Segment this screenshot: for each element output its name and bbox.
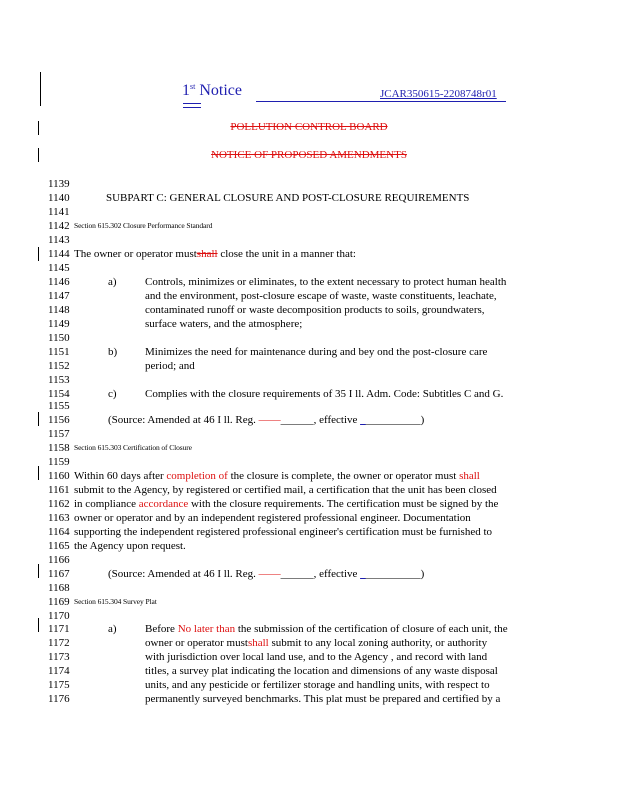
blank-line: __________) <box>365 568 425 580</box>
doc-line <box>0 331 618 345</box>
line-number: 1162 <box>48 498 70 510</box>
body-text: contaminated runoff or waste decomposition products to soils, groundwaters, <box>145 304 485 316</box>
line-number: 1140 <box>48 192 70 204</box>
line-number: 1141 <box>48 206 70 218</box>
line-number: 1150 <box>48 332 70 344</box>
line-number: 1168 <box>48 582 70 594</box>
doc-line <box>0 581 618 595</box>
doc-line <box>0 205 618 219</box>
text-run: with the closure requirements. The certification must be signed by the <box>188 498 499 510</box>
line-number: 1155 <box>48 400 70 412</box>
doc-line <box>0 261 618 275</box>
line-number: 1139 <box>48 178 70 190</box>
item-label: b) <box>108 346 118 358</box>
body-text: submit to the Agency, by registered or certified mail, a certification that the unit has been closed <box>74 484 497 496</box>
doc-line <box>0 539 618 553</box>
doc-line <box>0 497 618 511</box>
notice-heading <box>182 82 242 100</box>
section-heading: Section 615.302 Closure Performance Standard <box>74 221 213 230</box>
doc-line <box>0 469 618 483</box>
doc-line <box>0 441 618 455</box>
doc-line <box>0 177 618 191</box>
text-run: , effective <box>313 414 361 426</box>
text-run: owner or operator must <box>145 637 248 649</box>
body-text: permanently surveyed benchmarks. This plat must be prepared and certified by a <box>145 693 501 705</box>
blank-line: ______ <box>280 414 314 426</box>
line-number: 1169 <box>48 596 70 608</box>
line-number: 1164 <box>48 526 70 538</box>
doc-line <box>0 373 618 387</box>
doc-line <box>0 275 618 289</box>
text-run: (Source: Amended at 46 I ll. Reg. <box>108 568 256 580</box>
inserted-text: completion of <box>166 470 228 482</box>
line-number: 1151 <box>48 346 70 358</box>
section-heading: Section 615.304 Survey Plat <box>74 597 157 606</box>
line-number: 1159 <box>48 456 70 468</box>
line-number: 1154 <box>48 388 70 400</box>
doc-line <box>0 219 618 233</box>
body-text: titles, a survey plat indicating the location and dimensions of any waste disposal <box>145 665 498 677</box>
doc-line <box>0 413 618 427</box>
line-number: 1176 <box>48 693 70 705</box>
doc-line <box>0 511 618 525</box>
line-number: 1161 <box>48 484 70 496</box>
body-text <box>74 469 480 483</box>
doc-line <box>0 483 618 497</box>
doc-line <box>0 595 618 609</box>
doc-line <box>0 317 618 331</box>
doc-line <box>0 247 618 261</box>
doc-line <box>0 664 618 678</box>
blank-line: __________) <box>365 414 425 426</box>
doc-line <box>0 233 618 247</box>
line-number: 1144 <box>48 248 70 260</box>
line-number: 1165 <box>48 540 70 552</box>
body-text: Minimizes the need for maintenance during and bey ond the post-closure care <box>145 346 488 358</box>
line-number: 1160 <box>48 470 70 482</box>
inserted-text: shall <box>247 637 269 649</box>
line-number: 1173 <box>48 651 70 663</box>
doc-line <box>0 359 618 373</box>
inserted-blank: _ <box>360 568 366 580</box>
body-text <box>145 622 508 636</box>
deleted-dash: —— <box>255 568 281 580</box>
body-text: surface waters, and the atmosphere; <box>145 318 303 330</box>
subpart-heading: SUBPART C: GENERAL CLOSURE AND POST-CLOSURE REQUIREMENTS <box>106 192 470 204</box>
text-run: (Source: Amended at 46 I ll. Reg. <box>108 414 256 426</box>
line-number: 1153 <box>48 374 70 386</box>
item-label: a) <box>108 623 117 635</box>
jcar-id: JCAR350615-2208748r01 <box>380 88 497 100</box>
deleted-text: shall <box>196 248 218 260</box>
body-text: and the environment, post-closure escape of waste, waste constituents, leachate, <box>145 290 497 302</box>
doc-line <box>0 525 618 539</box>
body-text: the Agency upon request. <box>74 540 186 552</box>
doc-line <box>0 427 618 441</box>
line-number: 1146 <box>48 276 70 288</box>
doc-line <box>0 636 618 650</box>
line-number: 1145 <box>48 262 70 274</box>
line-number: 1166 <box>48 554 70 566</box>
body-text <box>74 247 356 261</box>
blank-line: ______ <box>280 568 314 580</box>
body-text: Controls, minimizes or eliminates, to the extent necessary to protect human health <box>145 276 507 288</box>
deleted-dash: —— <box>255 414 281 426</box>
board-name: POLLUTION CONTROL BOARD <box>230 121 388 133</box>
inserted-blank: _ <box>360 414 366 426</box>
line-number: 1174 <box>48 665 70 677</box>
doc-line <box>0 678 618 692</box>
text-run: , effective <box>313 568 361 580</box>
inserted-text: shall <box>459 470 480 482</box>
text-run: The owner or operator must <box>74 248 197 260</box>
item-label: c) <box>108 388 117 400</box>
doc-line <box>0 345 618 359</box>
source-note <box>108 567 424 581</box>
body-text: Complies with the closure requirements of 35 I ll. Adm. Code: Subtitles C and G. <box>145 388 504 400</box>
doc-line <box>0 567 618 581</box>
line-number: 1163 <box>48 512 70 524</box>
body-text <box>74 497 498 511</box>
doc-line <box>0 289 618 303</box>
line-number: 1147 <box>48 290 70 302</box>
line-number: 1152 <box>48 360 70 372</box>
doc-line <box>0 455 618 469</box>
notice-number: 1 <box>182 82 190 99</box>
change-bar <box>40 72 41 106</box>
body-text: supporting the independent registered professional engineer's certification must be furnished to <box>74 526 493 538</box>
text-run: in compliance <box>74 498 139 510</box>
text-run: submit to any local zoning authority, or authority <box>268 637 488 649</box>
doc-line <box>0 399 618 413</box>
text-run: Within 60 days after <box>74 470 167 482</box>
text-run: close the unit in a manner that: <box>217 248 356 260</box>
line-number: 1142 <box>48 220 70 232</box>
doc-line <box>0 609 618 623</box>
section-heading: Section 615.303 Certification of Closure <box>74 443 192 452</box>
line-number: 1149 <box>48 318 70 330</box>
text-run: Before <box>145 623 178 635</box>
notice-title: NOTICE OF PROPOSED AMENDMENTS <box>211 149 407 161</box>
item-label: a) <box>108 276 117 288</box>
source-note <box>108 413 424 427</box>
line-number: 1148 <box>48 304 70 316</box>
line-number: 1171 <box>48 623 70 635</box>
text-run: the submission of the certification of closure of each unit, the <box>235 623 508 635</box>
body-text: units, and any pesticide or fertilizer storage and handling units, with respect to <box>145 679 490 691</box>
doc-line <box>0 692 618 706</box>
line-number: 1172 <box>48 637 70 649</box>
line-number: 1158 <box>48 442 70 454</box>
body-text: with jurisdiction over local land use, and to the Agency , and record with land <box>145 651 488 663</box>
line-number: 1143 <box>48 234 70 246</box>
heading-underline <box>183 107 201 108</box>
line-number: 1175 <box>48 679 70 691</box>
body-text <box>145 636 487 650</box>
heading-rule <box>256 101 506 102</box>
heading-underline <box>183 103 201 104</box>
inserted-text: accordance <box>138 498 189 510</box>
notice-word: Notice <box>199 82 242 99</box>
doc-line <box>0 191 618 205</box>
doc-line <box>0 553 618 567</box>
line-number: 1156 <box>48 414 70 426</box>
body-text: owner or operator and by an independent registered professional engineer. Documentation <box>74 512 471 524</box>
notice-ordinal: st <box>190 82 196 91</box>
text-run: the closure is complete, the owner or operator must <box>227 470 460 482</box>
body-text: period; and <box>145 360 195 372</box>
line-number: 1167 <box>48 568 70 580</box>
doc-line <box>0 303 618 317</box>
line-number: 1170 <box>48 610 70 622</box>
line-number: 1157 <box>48 428 70 440</box>
doc-line <box>0 650 618 664</box>
doc-line <box>0 622 618 636</box>
inserted-text: No later than <box>177 623 236 635</box>
